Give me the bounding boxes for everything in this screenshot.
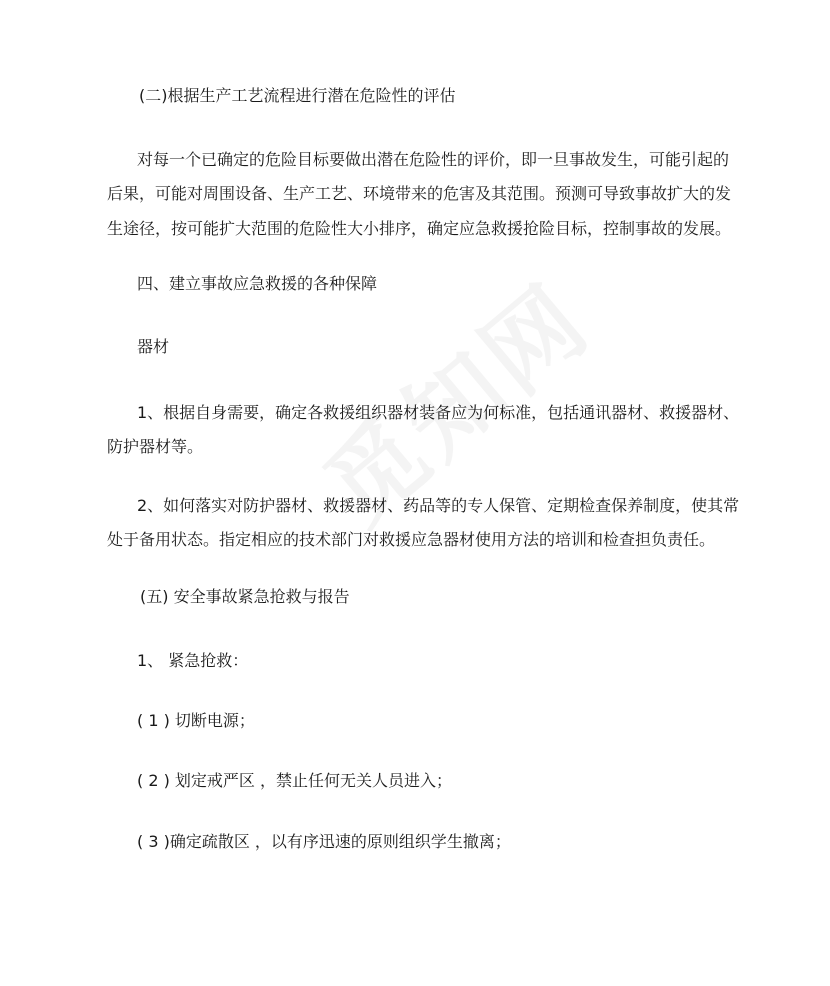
section-heading-five: (五) 安全事故紧急抢救与报告 xyxy=(140,587,350,606)
subheading-equipment: 器材 xyxy=(137,337,170,356)
list-item-line: 防护器材等。 xyxy=(107,437,204,456)
list-item-line: 1、根据自身需要，确定各救援组织器材装备应为何标准，包括通讯器材、救援器材、 xyxy=(137,403,740,422)
paragraph-line: 后果，可能对周围设备、生产工艺、环境带来的危害及其范围。预测可导致事故扩大的发 xyxy=(107,184,732,203)
step-item: ( 1 ) 切断电源； xyxy=(137,711,255,730)
emergency-title: 1、 紧急抢救： xyxy=(137,651,249,670)
paragraph-line: 对每一个已确定的危险目标要做出潜在危险性的评价，即一旦事故发生，可能引起的 xyxy=(137,150,730,169)
step-item: ( 3 )确定疏散区 ，以有序迅速的原则组织学生撤离； xyxy=(137,832,511,851)
list-item-line: 处于备用状态。指定相应的技术部门对救援应急器材使用方法的培训和检查担负责任。 xyxy=(107,530,716,549)
section-heading-four: 四、建立事故应急救援的各种保障 xyxy=(137,274,378,293)
list-item-line: 2、如何落实对防护器材、救援器材、药品等的专人保管、定期检查保养制度，使其常 xyxy=(137,496,740,515)
paragraph-line: 生途径，按可能扩大范围的危险性大小排序，确定应急救援抢险目标，控制事故的发展。 xyxy=(107,219,732,238)
step-item: ( 2 ) 划定戒严区 ，禁止任何无关人员进入； xyxy=(137,771,453,790)
section-heading-two: (二)根据生产工艺流程进行潜在危险性的评估 xyxy=(139,86,456,105)
